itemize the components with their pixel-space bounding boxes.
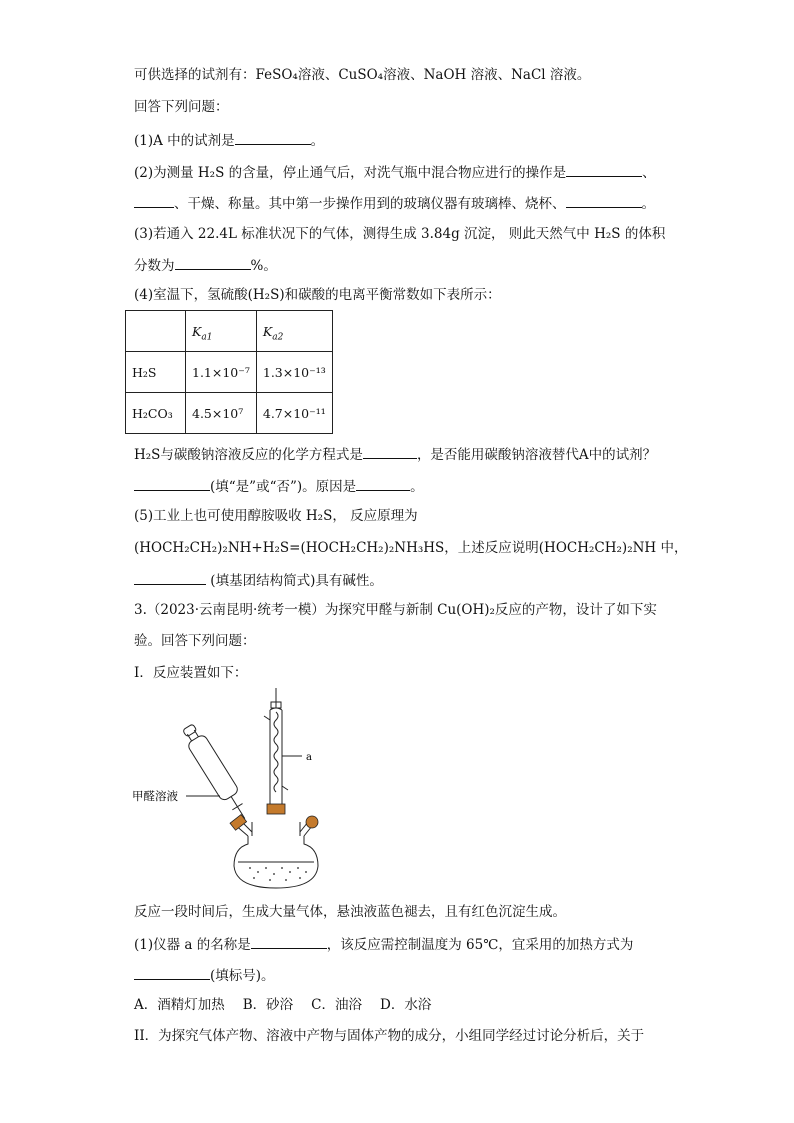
part2-line2: [134, 193, 655, 213]
apparatus-diagram: [130, 686, 350, 890]
section1-title: I．反应装置如下：: [134, 665, 248, 681]
part3-line1: (3)若通入 22.4L 标准状况下的气体，测得生成 3.84g 沉淀， 则此天然气中 H₂S 的体积: [134, 226, 666, 242]
answer-blank[interactable]: [134, 476, 210, 491]
answer-blank[interactable]: [134, 193, 174, 208]
part5-text: (填基团结构简式)具有碱性。: [210, 573, 383, 589]
part4-question2: [134, 476, 424, 496]
option-b[interactable]: B．砂浴: [242, 997, 294, 1013]
table-cell: 1.3×10⁻¹³: [256, 352, 332, 393]
question3-header-line1: 3.（2023·云南昆明·统考一模）为探究甲醛与新制 Cu(OH)₂反应的产物，设计了如下实: [134, 602, 657, 618]
table-header-ka1: $K_{a1}$: [186, 311, 257, 352]
q3-part1-line2: [134, 965, 275, 985]
part5-line1: (5)工业上也可使用醇胺吸收 H₂S， 反应原理为: [134, 508, 418, 524]
options-line: [134, 996, 431, 1014]
answer-blank[interactable]: [363, 444, 417, 459]
label-a: a: [306, 752, 312, 763]
part4-text-2: ，是否能用碳酸钠溶液替代A中的试剂？: [416, 447, 657, 463]
part5-line2: (HOCH₂CH₂)₂NH+H₂S=(HOCH₂CH₂)₂NH₃HS，上述反应说明(HOCH₂CH₂)₂NH 中，: [134, 540, 688, 556]
condenser-coil: [274, 712, 278, 792]
ionization-constant-table: [125, 310, 333, 434]
table-header-cell: [126, 311, 186, 352]
reagents-line: [134, 66, 590, 84]
right-stopper: [306, 816, 318, 828]
answer-blank[interactable]: [566, 162, 642, 177]
table-row: [126, 352, 333, 393]
table-row: [126, 393, 333, 434]
answer-blank[interactable]: [566, 193, 642, 208]
condenser-jacket: [270, 710, 282, 798]
part2-text: (2)为测量 H₂S 的含量，停止通气后，对洗气瓶中混合物应进行的操作是: [134, 165, 567, 181]
q3-part1-end: (填标号)。: [210, 968, 275, 984]
q3-part1-line1: [134, 934, 633, 954]
observation-line: 反应一段时间后，生成大量气体，悬浊液蓝色褪去，且有红色沉淀生成。: [134, 904, 566, 920]
option-a[interactable]: A．酒精灯加热: [134, 997, 225, 1013]
table-cell: 1.1×10⁻⁷: [186, 352, 257, 393]
answer-blank[interactable]: [134, 570, 206, 585]
part3-end: %。: [250, 258, 277, 274]
answer-blank[interactable]: [235, 130, 311, 145]
table-cell: 4.7×10⁻¹¹: [256, 393, 332, 434]
table-cell: 4.5×10⁷: [186, 393, 257, 434]
section2-line: II．为探究气体产物、溶液中产物与固体产物的成分，小组同学经过讨论分析后，关于: [134, 1028, 645, 1044]
part2-end: 。: [641, 196, 655, 212]
answer-blank[interactable]: [251, 934, 327, 949]
part1-text: (1)A 中的试剂是: [134, 133, 235, 149]
q3-part1-text-2: ，该反应需控制温度为 65℃，宜采用的加热方式为: [326, 937, 634, 953]
part3-line2: [134, 255, 277, 275]
question3-header-line2: 验。回答下列问题：: [134, 633, 256, 649]
q3-part1-text: (1)仪器 a 的名称是: [134, 937, 251, 953]
reagents-prefix: 可供选择的试剂有：: [134, 67, 256, 83]
part2-line1: [134, 162, 656, 182]
option-c[interactable]: C．油浴: [311, 997, 363, 1013]
part4-end: 。: [410, 479, 424, 495]
part4-intro: (4)室温下，氢硫酸(H₂S)和碳酸的电离平衡常数如下表所示：: [134, 287, 501, 303]
table-cell: H₂CO₃: [126, 393, 186, 434]
instruction-line: 回答下列问题：: [134, 99, 229, 115]
part5-line3: [134, 570, 383, 590]
part4-text-3: (填“是”或“否”)。原因是: [210, 479, 357, 495]
precipitate-dots: [249, 867, 307, 881]
dropping-funnel: [179, 722, 253, 824]
part4-question1: [134, 444, 656, 464]
label-formaldehyde-solution: 甲醛溶液: [132, 789, 178, 803]
table-header-row: [126, 311, 333, 352]
answer-blank[interactable]: [356, 476, 410, 491]
part1-line: [134, 130, 324, 150]
table-header-ka2: $K_{a2}$: [256, 311, 332, 352]
option-d[interactable]: D．水浴: [380, 997, 432, 1013]
part3-text: 分数为: [134, 258, 175, 274]
part2-sep: 、: [642, 165, 656, 181]
answer-blank[interactable]: [134, 965, 210, 980]
reagents-list: FeSO₄溶液、CuSO₄溶液、NaOH 溶液、NaCl 溶液。: [255, 67, 591, 83]
table-cell: H₂S: [126, 352, 186, 393]
part2-text-2: 、干燥、称量。其中第一步操作用到的玻璃仪器有玻璃棒、烧杯、: [174, 196, 566, 212]
answer-blank[interactable]: [175, 255, 251, 270]
part1-end: 。: [310, 133, 325, 149]
condenser-stopper: [267, 804, 285, 814]
part4-text: H₂S与碳酸钠溶液反应的化学方程式是: [134, 447, 363, 463]
